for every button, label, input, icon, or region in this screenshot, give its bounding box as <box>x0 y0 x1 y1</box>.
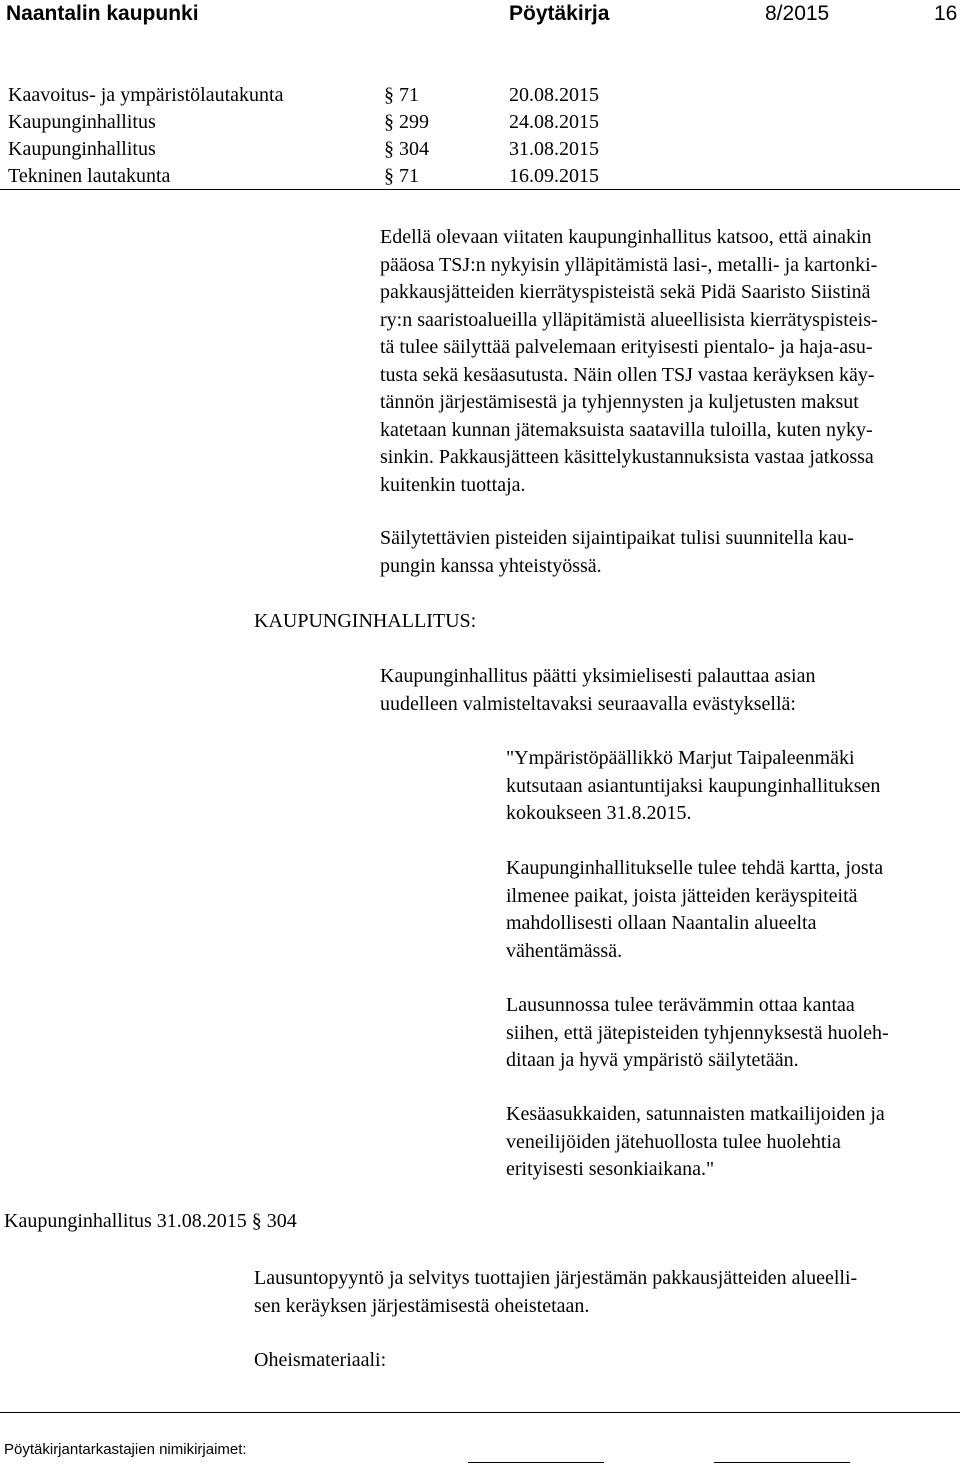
text-line: Lausuntopyyntö ja selvitys tuottajien järjestämän pakkausjätteiden alueelli- <box>254 1267 858 1289</box>
municipality-name: Naantalin kaupunki <box>6 2 199 25</box>
signatures-label: Pöytäkirjantarkastajien nimikirjaimet: <box>4 1441 247 1458</box>
text-line: kutsutaan asiantuntijaksi kaupunginhallituksen <box>506 774 881 797</box>
body-paragraph <box>380 224 878 499</box>
text-line: sinkin. Pakkausjätteen käsittelykustannuksista vastaa jatkossa <box>380 446 874 468</box>
history-body: Kaupunginhallitus <box>8 111 156 133</box>
history-body: Tekninen lautakunta <box>8 165 171 187</box>
text-line: sen keräyksen järjestämisestä oheistetaan. <box>254 1294 590 1317</box>
quote-paragraph <box>506 855 883 965</box>
text-line: pungin kanssa yhteistyössä. <box>380 554 602 577</box>
board-label: KAUPUNGINHALLITUS: <box>254 610 477 632</box>
history-body: Kaavoitus- ja ympäristölautakunta <box>8 84 284 106</box>
quote-paragraph <box>506 992 889 1075</box>
history-divider <box>0 189 960 190</box>
text-line: Edellä olevaan viitaten kaupunginhallitus katsoo, että ainakin <box>380 226 872 248</box>
text-line: veneilijöiden jätehuollosta tulee huolehtia <box>506 1130 841 1153</box>
text-line: Kesäasukkaiden, satunnaisten matkailijoiden ja <box>506 1103 885 1125</box>
attachments-label: Oheismateriaali: <box>254 1349 387 1371</box>
text-line: katetaan kunnan jätemaksuista saatavilla tuloilla, kuten nyky- <box>380 418 873 441</box>
signature-line <box>714 1462 850 1463</box>
quote-paragraph <box>506 745 880 828</box>
text-line: tä tulee säilyttää palvelemaan erityisesti pientalo- ja haja-asu- <box>380 336 873 358</box>
document-number: 8/2015 <box>765 2 830 25</box>
history-section: § 71 <box>384 165 419 187</box>
decision-paragraph <box>380 663 815 718</box>
text-line: ry:n saaristoalueilla ylläpitämistä alueellisista kierrätyspisteis- <box>380 308 878 331</box>
text-line: ditaan ja hyvä ympäristö säilytetään. <box>506 1049 799 1071</box>
history-date: 16.09.2015 <box>509 165 599 187</box>
text-line: kuitenkin tuottaja. <box>380 473 526 496</box>
text-line: Kaupunginhallitus päätti yksimielisesti palauttaa asian <box>380 665 816 687</box>
text-line: pääosa TSJ:n nykyisin ylläpitämistä lasi-, metalli- ja kartonki- <box>380 253 878 276</box>
history-date: 31.08.2015 <box>509 138 599 160</box>
text-line: siihen, että jätepisteiden tyhjennyksestä huoleh- <box>506 1021 889 1044</box>
document-type: Pöytäkirja <box>509 2 610 25</box>
text-line: Säilytettävien pisteiden sijaintipaikat tulisi suunnitella kau- <box>380 527 854 549</box>
text-line: erityisesti sesonkiaikana." <box>506 1158 715 1180</box>
quote-paragraph <box>506 1101 885 1184</box>
history-date: 24.08.2015 <box>509 111 599 133</box>
history-section: § 299 <box>384 111 429 133</box>
history-date: 20.08.2015 <box>509 84 599 106</box>
text-line: Kaupunginhallitukselle tulee tehdä kartta, josta <box>506 857 884 879</box>
text-line: uudelleen valmisteltavaksi seuraavalla evästyksellä: <box>380 692 796 715</box>
text-line: tännön järjestämisestä ja tyhjennysten ja kuljetusten maksut <box>380 391 859 413</box>
footer-divider <box>0 1412 960 1413</box>
history-section: § 71 <box>384 84 419 106</box>
text-line: "Ympäristöpäällikkö Marjut Taipaleenmäki <box>506 747 855 769</box>
text-line: tusta sekä kesäasutusta. Näin ollen TSJ vastaa keräyksen käy- <box>380 363 875 386</box>
history-body: Kaupunginhallitus <box>8 138 156 160</box>
signature-line <box>468 1462 604 1463</box>
text-line: vähentämässä. <box>506 939 623 962</box>
body-paragraph <box>380 525 854 580</box>
text-line: kokoukseen 31.8.2015. <box>506 802 692 824</box>
section-heading: Kaupunginhallitus 31.08.2015 § 304 <box>4 1210 297 1232</box>
request-paragraph <box>254 1265 857 1320</box>
page-number: 16 <box>934 2 958 25</box>
text-line: ilmenee paikat, joista jätteiden keräyspiteitä <box>506 884 858 907</box>
history-section: § 304 <box>384 138 429 160</box>
text-line: Lausunnossa tulee terävämmin ottaa kantaa <box>506 994 855 1016</box>
text-line: mahdollisesti ollaan Naantalin alueelta <box>506 912 817 934</box>
text-line: pakkausjätteiden kierrätyspisteistä sekä Pidä Saaristo Siistinä <box>380 281 871 303</box>
